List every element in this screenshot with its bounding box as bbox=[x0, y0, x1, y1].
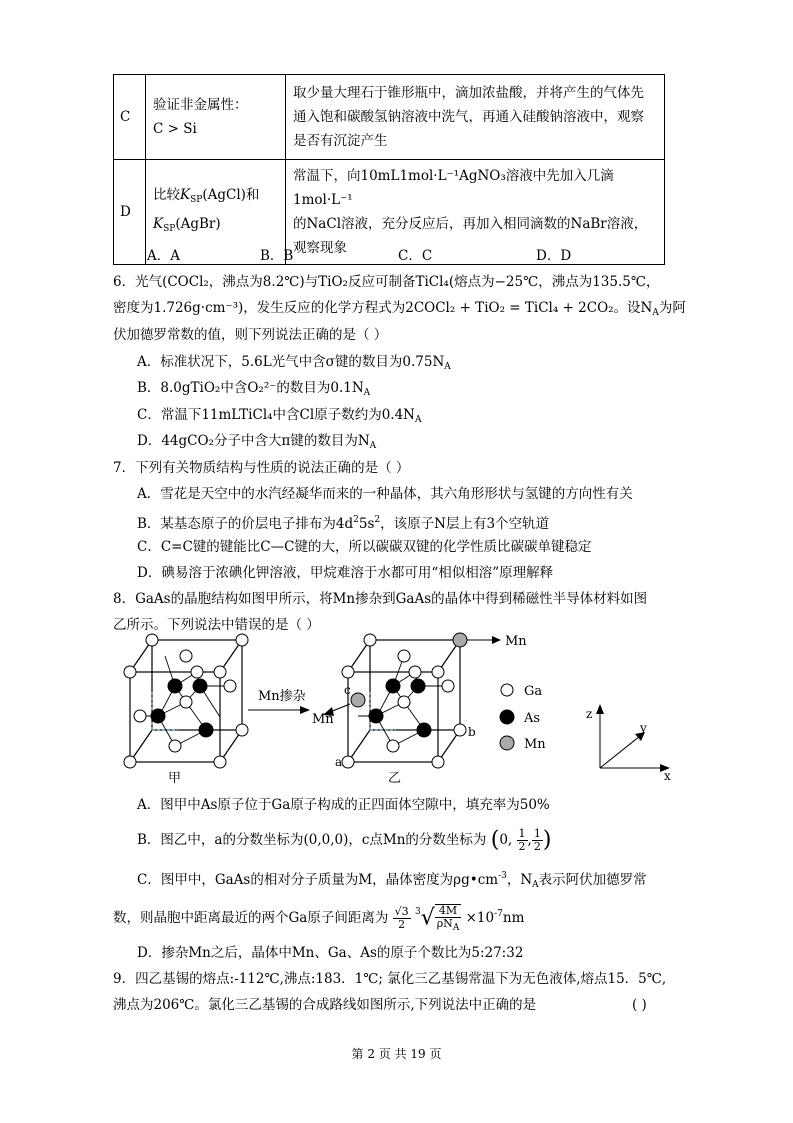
caption-yi: 乙 bbox=[388, 771, 402, 785]
choice-text: C．图甲中，GaAs的相对分子质量为M，晶体密度为ρg•cm bbox=[137, 872, 499, 888]
choice-sup: -3 bbox=[498, 871, 507, 881]
frac-num: 1 bbox=[533, 827, 541, 840]
frac-den: 2 bbox=[533, 840, 541, 853]
q9-line2: 沸点为206℃。氯化三乙基锡的合成路线如图所示,下列说法中正确的是 bbox=[113, 997, 537, 1013]
label-b: b bbox=[468, 725, 476, 739]
label-mn-top: Mn bbox=[505, 634, 527, 649]
frac-den-text: ρN bbox=[436, 916, 453, 930]
q7-choice-c[interactable]: C．C=C键的键能比C—C键的大，所以碳碳双键的化学性质比碳碳单键稳定 bbox=[137, 539, 592, 555]
axes bbox=[600, 712, 662, 768]
choice-c[interactable]: C．C bbox=[398, 248, 433, 264]
choice-sub: A bbox=[532, 880, 539, 890]
paren-right: ) bbox=[542, 827, 552, 853]
k-symbol: K bbox=[180, 187, 191, 203]
method-line: 常温下，向10mL1mol·L⁻¹AgNO₃溶液中先加入几滴1mol·L⁻¹ bbox=[293, 168, 614, 208]
q7-stem: 7．下列有关物质结构与性质的说法正确的是（ ） bbox=[113, 460, 410, 476]
q6-line3: 伏加德罗常数的值，则下列说法正确的是（ ） bbox=[113, 327, 388, 343]
choice-text: 5s bbox=[358, 516, 375, 532]
method-line: 取少量大理石于锥形瓶中，滴加浓盐酸，并将产生的气体先 bbox=[293, 85, 644, 101]
choice-text: D．44gCO₂分子中含大π键的数目为N bbox=[137, 433, 370, 449]
q8-choice-c-line1[interactable] bbox=[137, 866, 647, 895]
doping-arrow bbox=[248, 706, 310, 714]
choice-sup: 2 bbox=[374, 515, 381, 525]
paren-left: ( bbox=[490, 827, 500, 853]
choice-text: B．8.0gTiO₂中含O₂²⁻的数目为0.1N bbox=[137, 380, 364, 396]
choice-text: ，N bbox=[506, 872, 533, 888]
k-sub: SP bbox=[163, 224, 176, 234]
root-index: 3 bbox=[414, 907, 421, 917]
q6-sub: A bbox=[652, 308, 659, 318]
axis-y: y bbox=[640, 721, 647, 735]
q6-text: 密度为1.726g·cm⁻³)，发生反应的化学方程式为2COCl₂ + TiO₂ = TiCl₄ + 2CO₂。设N bbox=[113, 300, 653, 316]
q6-line1: 6．光气(COCl₂，沸点为8.2℃)与TiO₂反应可制备TiCl₄(熔点为−25℃，沸点为135.5℃， bbox=[113, 274, 660, 290]
goal-text: (AgCl)和 bbox=[202, 187, 260, 203]
axis-x: x bbox=[664, 769, 671, 783]
crystal-figure bbox=[120, 630, 680, 785]
frac-num: 1 bbox=[518, 827, 526, 840]
label-a: a bbox=[335, 755, 343, 769]
q6-choice-c[interactable] bbox=[137, 405, 421, 430]
choice-sub: A bbox=[363, 388, 371, 398]
label-c: c bbox=[344, 683, 351, 697]
row-letter: C bbox=[114, 75, 146, 160]
goal-line: 验证非金属性： bbox=[153, 97, 248, 113]
table-row bbox=[114, 75, 665, 160]
q8-choice-c-line2 bbox=[113, 902, 524, 934]
root-sign: √ bbox=[420, 905, 435, 931]
method-line: 观察现象 bbox=[293, 240, 347, 256]
method-line: 是否有沉淀产生 bbox=[293, 133, 388, 149]
row-letter: D bbox=[114, 160, 146, 265]
legend-mn: Mn bbox=[524, 737, 546, 752]
fraction bbox=[393, 906, 411, 931]
coord-zero: 0, bbox=[499, 832, 513, 848]
k-symbol: K bbox=[153, 216, 164, 232]
goal-line: C > Si bbox=[153, 121, 197, 137]
goal-text: 比较 bbox=[153, 187, 180, 203]
frac-den-sub: A bbox=[452, 922, 460, 933]
axis-z: z bbox=[586, 707, 593, 721]
q7-choice-b[interactable] bbox=[137, 510, 549, 534]
choice-text: B．某基态原子的价层电子排布为4d bbox=[137, 516, 354, 532]
frac-num: 4M bbox=[435, 905, 462, 918]
experiment-table bbox=[113, 74, 665, 265]
q7-choice-d[interactable]: D．碘易溶于浓碘化钾溶液，甲烷难溶于水都可用“相似相溶”原理解释 bbox=[137, 565, 554, 581]
legend bbox=[500, 684, 514, 750]
q6-text: 为阿 bbox=[658, 300, 686, 316]
frac-num: √3 bbox=[394, 905, 409, 918]
q8-choice-d[interactable]: D．掺杂Mn之后，晶体中Mn、Ga、As的原子个数比为5:27:32 bbox=[137, 945, 524, 961]
choice-sub: A bbox=[414, 415, 422, 425]
choice-text: nm bbox=[502, 910, 525, 926]
choice-text: 表示阿伏加德罗常 bbox=[538, 872, 647, 888]
fraction bbox=[435, 904, 462, 934]
choice-text: ，该原子N层上有3个空轨道 bbox=[380, 516, 550, 532]
label-mn-left: Mn bbox=[312, 712, 334, 727]
legend-as: As bbox=[524, 711, 541, 726]
fraction bbox=[517, 828, 528, 853]
legend-ga: Ga bbox=[524, 684, 543, 699]
choice-text: C．常温下11mLTiCl₄中含Cl原子数约为0.4N bbox=[137, 407, 415, 423]
q7-choice-a[interactable]: A．雪花是天空中的水汽经凝华而来的一种晶体，其六角形形状与氢键的方向性有关 bbox=[137, 486, 633, 502]
frac-den: 2 bbox=[518, 840, 526, 853]
fraction bbox=[532, 828, 543, 853]
goal-line bbox=[153, 183, 278, 212]
goal-line bbox=[153, 212, 278, 241]
q6-choice-d[interactable] bbox=[137, 431, 376, 456]
q9-paren: ( ) bbox=[632, 997, 647, 1013]
q6-choice-b[interactable] bbox=[137, 378, 370, 403]
q5-choices bbox=[147, 246, 571, 266]
method-line: 通入饱和碳酸氢钠溶液中洗气，再通入硅酸钠溶液中，观察 bbox=[293, 109, 644, 125]
goal-text: (AgBr) bbox=[175, 216, 221, 232]
caption-jia: 甲 bbox=[168, 771, 182, 785]
arrow-label: Mn掺杂 bbox=[258, 689, 306, 704]
choice-text: A．标准状况下，5.6L光气中含σ键的数目为0.75N bbox=[137, 354, 445, 370]
choice-text: ×10 bbox=[465, 910, 495, 926]
choice-sup: 2 bbox=[353, 515, 359, 525]
frac-den: 2 bbox=[398, 918, 406, 931]
row-method bbox=[286, 75, 665, 160]
k-sub: SP bbox=[190, 195, 203, 205]
choice-sup: -7 bbox=[494, 909, 503, 919]
method-line: 的NaCl溶液，充分反应后，再加入相同滴数的NaBr溶液， bbox=[293, 216, 648, 232]
frac-den bbox=[435, 918, 462, 934]
q8-line1: 8．GaAs的晶胞结构如图甲所示，将Mn掺杂到GaAs的晶体中得到稀磁性半导体材料如图 bbox=[113, 591, 648, 607]
choice-a[interactable]: A．A bbox=[147, 248, 180, 264]
choice-sub: A bbox=[444, 362, 451, 372]
q8-choice-b[interactable]: B．图乙中，a的分数坐标为(0,0,0)，c点Mn的分数坐标为 (0, $\frac{1}{2}$ , $\frac{1}{2}$ ) bbox=[137, 827, 552, 853]
choice-b[interactable]: B．B bbox=[260, 248, 294, 264]
page-footer: 第 2 页 共 19 页 bbox=[351, 1047, 442, 1061]
q6-line2 bbox=[113, 298, 686, 323]
row-goal bbox=[146, 75, 286, 160]
q8-choice-a[interactable]: A．图甲中As原子位于Ga原子构成的正四面体空隙中，填充率为50% bbox=[137, 797, 550, 813]
q8-line2: 乙所示。下列说法中错误的是（ ） bbox=[113, 617, 320, 633]
choice-text: B．图乙中，a的分数坐标为(0,0,0)，c点Mn的分数坐标为 bbox=[137, 832, 487, 848]
q9-line1: 9．四乙基锡的熔点:-112℃,沸点:183．1℃; 氯化三乙基锡常温下为无色液体,熔点15．5℃, bbox=[113, 971, 667, 987]
choice-text: 数，则晶胞中距离最近的两个Ga原子间距离为 bbox=[113, 910, 389, 926]
choice-d[interactable]: D．D bbox=[536, 248, 572, 264]
q6-choice-a[interactable] bbox=[137, 352, 451, 377]
choice-sub: A bbox=[369, 441, 377, 451]
